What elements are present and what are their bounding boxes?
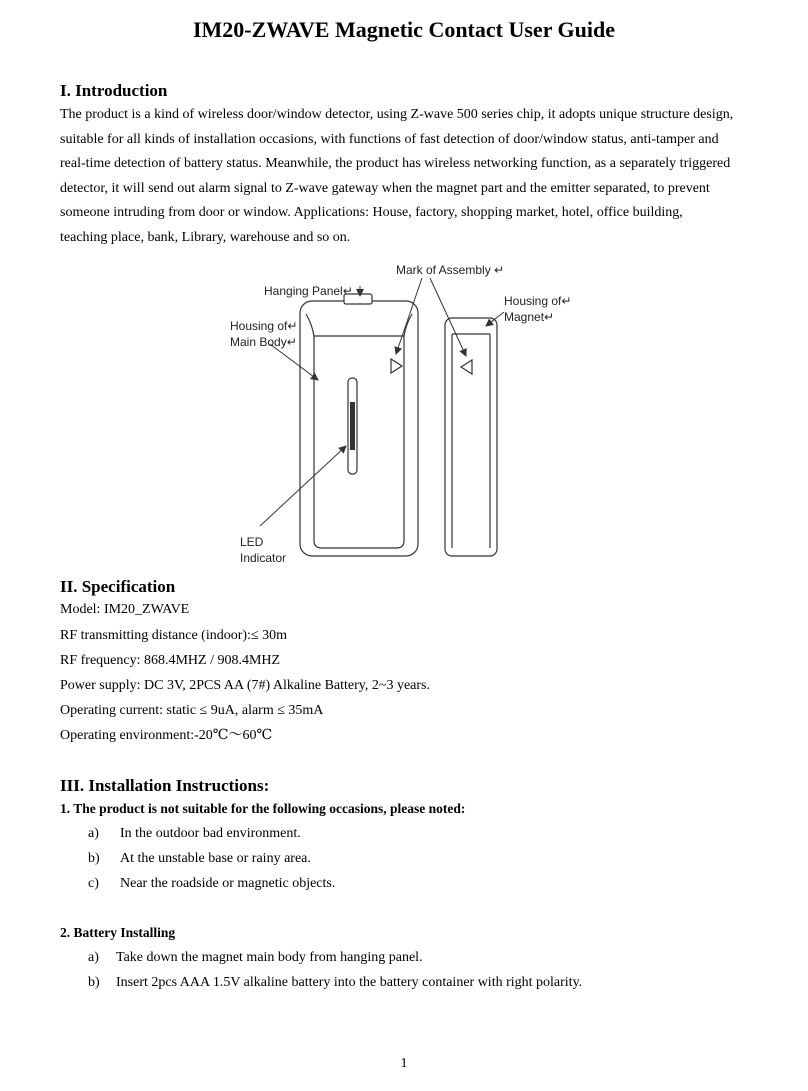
list-marker: b) xyxy=(88,975,100,990)
spec-power-supply: Power supply: DC 3V, 2PCS AA (7#) Alkaline Battery, 2~3 years. xyxy=(60,678,431,693)
spec-operating-current: Operating current: static ≤ 9uA, alarm ≤ 35mA xyxy=(60,703,324,718)
intro-line: The product is a kind of wireless door/window detector, using Z-wave 500 series chip, it adopts unique structure design, xyxy=(60,107,734,122)
led-indicator xyxy=(348,378,357,474)
list-text: Near the roadside or magnetic objects. xyxy=(120,876,336,891)
list-marker: a) xyxy=(88,950,99,965)
magnet-housing xyxy=(445,318,497,556)
spec-operating-environment: Operating environment:-20℃～60℃ xyxy=(60,728,273,743)
spec-rf-distance: RF transmitting distance (indoor):≤ 30m xyxy=(60,628,287,643)
main-body-housing xyxy=(300,301,418,556)
label-housing-main-2: Main Body↵ xyxy=(230,335,297,349)
list-item xyxy=(0,948,808,968)
list-text: Insert 2pcs AAA 1.5V alkaline battery into the battery container with right polarity. xyxy=(116,975,583,990)
assembly-mark-magnet xyxy=(461,360,472,374)
list-text: In the outdoor bad environment. xyxy=(120,826,301,841)
leader-lines xyxy=(260,278,504,526)
product-diagram xyxy=(220,256,610,572)
page-number: 1 xyxy=(400,1056,408,1071)
install-sub2-heading: 2. Battery Installing xyxy=(60,925,176,940)
spec-heading: II. Specification xyxy=(60,577,176,596)
list-text: Take down the magnet main body from hanging panel. xyxy=(116,950,423,965)
intro-paragraph xyxy=(60,103,760,250)
intro-heading: I. Introduction xyxy=(60,81,168,100)
label-housing-magnet-2: Magnet↵ xyxy=(504,310,555,324)
label-housing-main-1: Housing of↵ xyxy=(230,319,298,333)
intro-line: someone intruding from door or window. Applications: House, factory, shopping market, hotel, office building, xyxy=(60,205,683,220)
label-led-2: Indicator xyxy=(240,551,287,565)
intro-line: detector, it will send out alarm signal to Z-wave gateway when the magnet part and the emitter separated, to prevent xyxy=(60,180,710,196)
label-housing-magnet-1: Housing of↵ xyxy=(504,294,572,308)
spec-model: Model: IM20_ZWAVE xyxy=(60,602,190,617)
spec-rf-frequency: RF frequency: 868.4MHZ / 908.4MHZ xyxy=(60,653,281,668)
list-item xyxy=(0,874,808,894)
install-heading: III. Installation Instructions: xyxy=(60,776,270,795)
list-marker: c) xyxy=(88,876,99,891)
intro-line: teaching place, bank, Library, warehouse and so on. xyxy=(60,229,351,245)
list-item xyxy=(0,824,808,844)
assembly-mark-main xyxy=(391,359,402,373)
document-title: IM20-ZWAVE Magnetic Contact User Guide xyxy=(192,17,616,42)
list-text: At the unstable base or rainy area. xyxy=(120,851,311,866)
label-led-1: LED xyxy=(240,535,264,549)
list-item xyxy=(0,849,808,869)
label-mark-of-assembly: Mark of Assembly ↵ xyxy=(396,263,505,277)
list-item xyxy=(0,973,808,993)
intro-line: suitable for all kinds of installation occasions, with functions of fast detection of door/window status, anti-tamper and xyxy=(60,131,719,147)
list-marker: b) xyxy=(88,851,100,866)
label-hanging-panel: Hanging Panel↵ xyxy=(264,284,353,298)
list-marker: a) xyxy=(88,826,99,841)
install-sub1-heading: 1. The product is not suitable for the following occasions, please noted: xyxy=(60,801,466,816)
intro-line: real-time detection of battery status. Meanwhile, the product has wireless networking function, as a separately triggered xyxy=(60,156,731,171)
